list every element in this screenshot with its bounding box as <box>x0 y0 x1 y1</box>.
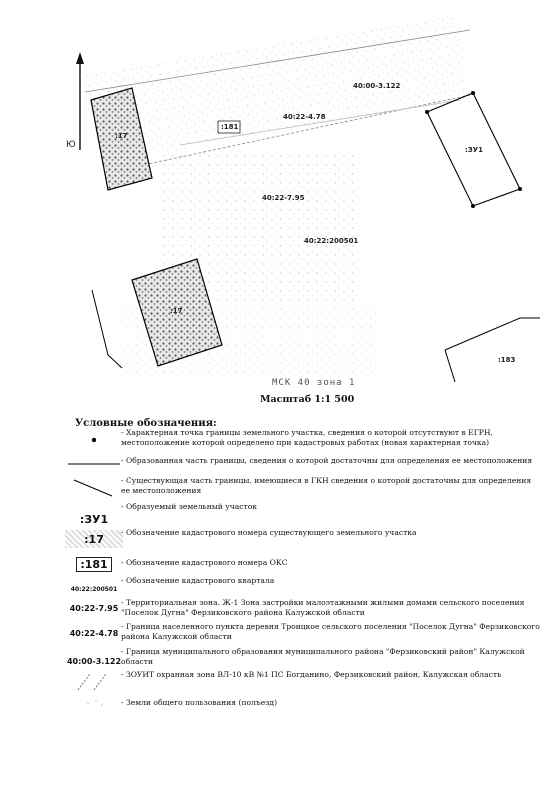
parcel-partial-left <box>92 290 122 368</box>
legend-item-parcel-number <box>65 530 540 548</box>
zone-478-label: 40:22-4.78 <box>283 113 326 121</box>
zone-3122-symbol: 40:00-3.122 <box>66 656 122 666</box>
quarter-label: 40:22:200501 <box>304 237 359 245</box>
north-label: Ю <box>66 140 76 150</box>
legend-text: - Территориальная зона. Ж-1 Зона застройки малоэтажными жилыми домами сельского поселения "Поселок Дугна" Ферзиковского района Калужской области <box>121 598 525 617</box>
zone-478-symbol: 40:22-4.78 <box>69 628 119 638</box>
oks-181-label: :181 <box>221 123 239 131</box>
point-icon <box>65 432 123 448</box>
zone-3122-label: 40:00-3.122 <box>353 82 401 90</box>
legend-text: - Образованная часть границы, сведения о которой достаточны для определения ее местоположения <box>121 456 533 465</box>
legend-item-zone-795 <box>65 598 540 622</box>
zouit-hatch-icon <box>65 670 123 692</box>
parcel-183-label: :183 <box>498 356 516 364</box>
legend-text: - Характерная точка границы земельного участка, сведения о которой отсутствуют в ЕГРН, местоположение которой определено при кадастровых работах (новая характерная точка) <box>121 428 493 447</box>
legend-item-new-point <box>65 428 540 452</box>
legend-item-oks <box>65 555 540 573</box>
legend-text: - Обозначение кадастрового номера ОКС <box>121 558 288 567</box>
legend-item-existing-boundary <box>65 474 540 500</box>
legend-item-formed-boundary <box>65 454 540 468</box>
quarter-symbol: 40:22:200501 <box>70 585 118 593</box>
legend-item-zouit <box>65 670 540 692</box>
north-arrow-icon <box>76 52 84 150</box>
legend-text: - Образуемый земельный участок <box>121 502 258 511</box>
legend-text: - Граница населенного пункта деревня Троицкое сельского поселения "Поселок Дугна" Ферзиковского района Калужской области <box>121 622 540 641</box>
zu1-label: :ЗУ1 <box>465 146 484 154</box>
legend-item-public-land <box>65 694 540 712</box>
oks-symbol-wrap <box>65 555 123 573</box>
parcel-number-symbol: :17 <box>65 530 123 548</box>
zone-795-label: 40:22-7.95 <box>262 194 305 202</box>
zu1-symbol: :ЗУ1 <box>79 512 109 526</box>
parcel-17-bottom-label: :17 <box>170 307 183 315</box>
diagonal-line-icon <box>65 474 123 500</box>
coordinate-system: МСК 40 зона 1 <box>272 378 356 388</box>
solid-line-icon <box>65 456 123 466</box>
legend-title: Условные обозначения: <box>75 418 217 429</box>
legend-item-zu1-symbol <box>65 510 540 528</box>
legend-text: - ЗОУИТ охранная зона ВЛ-10 кВ №1 ПС Богданино, Ферзиковский район, Калужская область <box>121 670 502 679</box>
legend-item-zone-3122 <box>65 647 540 671</box>
zone-795-symbol: 40:22-7.95 <box>69 603 119 613</box>
legend-text: - Существующая часть границы, имеющиеся в ГКН сведения о которой достаточны для определения ее местоположения <box>121 476 532 495</box>
legend-text: - Обозначение кадастрового квартала <box>121 576 275 585</box>
legend-item-zone-478 <box>65 622 540 646</box>
legend-item-quarter <box>65 576 540 594</box>
parcel-17-top-label: :17 <box>115 132 128 140</box>
legend-text: - Земли общего пользования (полъезд) <box>121 698 278 707</box>
legend-text: - Обозначение кадастрового номера существующего земельного участка <box>121 528 417 537</box>
parcel-183 <box>445 318 540 382</box>
oks-symbol: :181 <box>76 557 111 572</box>
public-land-icon <box>65 694 123 712</box>
map-scale: Масштаб 1:1 500 <box>260 394 355 405</box>
legend-text: - Граница муниципального образования муниципального района "Ферзиковский район" Калужской области <box>121 647 525 666</box>
